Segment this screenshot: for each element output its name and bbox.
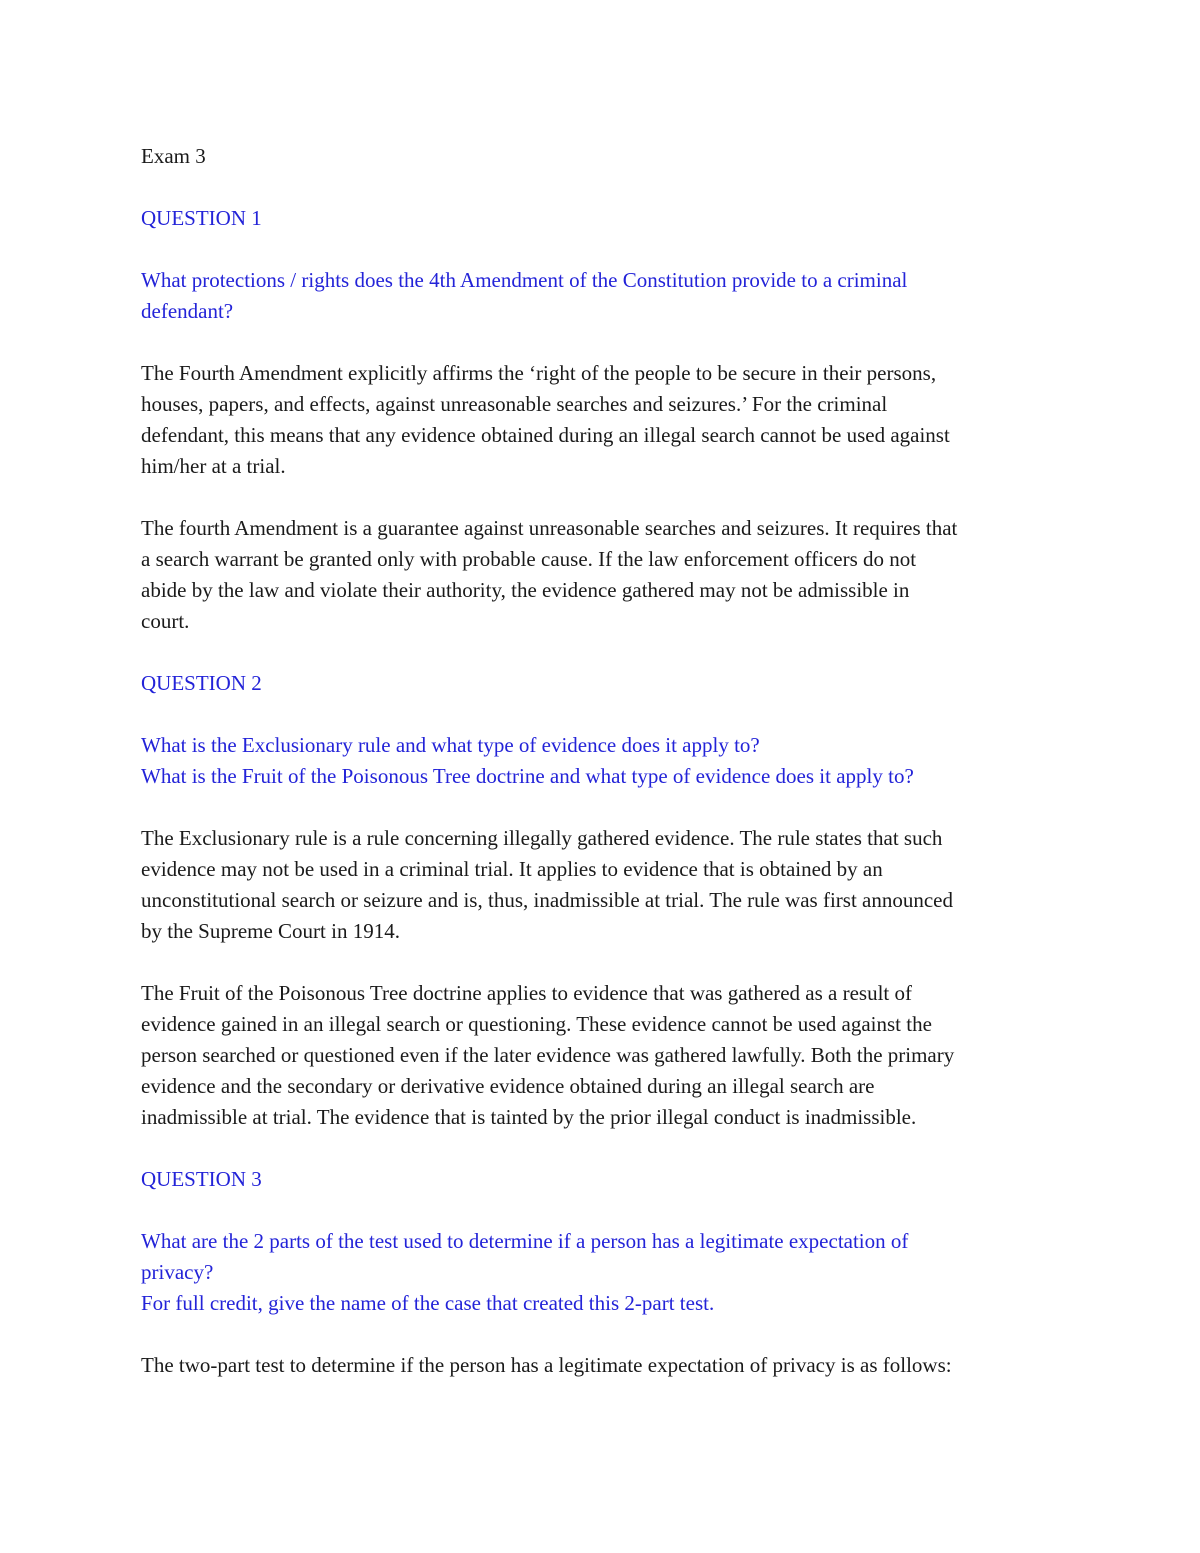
question-3-answer-paragraph-1 — [141, 1350, 1071, 1381]
answer-line: defendant, this means that any evidence obtained during an illegal search cannot be used against — [141, 423, 950, 447]
answer-line: unconstitutional search or seizure and is, thus, inadmissible at trial. The rule was first announced — [141, 888, 953, 912]
question-1-prompt-line: defendant? — [141, 299, 234, 323]
question-1-answer-paragraph-1 — [141, 358, 1071, 482]
question-2-prompt-line: What is the Exclusionary rule and what type of evidence does it apply to? — [141, 733, 760, 757]
answer-line: by the Supreme Court in 1914. — [141, 919, 400, 943]
answer-line: evidence and the secondary or derivative evidence obtained during an illegal search are — [141, 1074, 875, 1098]
answer-line: a search warrant be granted only with probable cause. If the law enforcement officers do not — [141, 547, 917, 571]
answer-line: The Exclusionary rule is a rule concerning illegally gathered evidence. The rule states that such — [141, 826, 943, 850]
question-3-prompt-line: privacy? — [141, 1260, 214, 1284]
question-3-prompt-line: For full credit, give the name of the case that created this 2-part test. — [141, 1291, 715, 1315]
answer-line: The Fruit of the Poisonous Tree doctrine applies to evidence that was gathered as a result of — [141, 981, 912, 1005]
question-2-answer-paragraph-2 — [141, 978, 1071, 1133]
question-2-answer-paragraph-1 — [141, 823, 1071, 947]
question-2-prompt-line: What is the Fruit of the Poisonous Tree doctrine and what type of evidence does it apply to? — [141, 764, 914, 788]
answer-line: The two-part test to determine if the person has a legitimate expectation of privacy is as follows: — [141, 1353, 952, 1377]
answer-line: The fourth Amendment is a guarantee against unreasonable searches and seizures. It requires that — [141, 516, 958, 540]
answer-line: evidence gained in an illegal search or questioning. These evidence cannot be used against the — [141, 1012, 932, 1036]
answer-line: evidence may not be used in a criminal trial. It applies to evidence that is obtained by an — [141, 857, 883, 881]
question-3-prompt — [141, 1226, 1071, 1319]
document-title: Exam 3 — [141, 144, 206, 168]
question-3-label: QUESTION 3 — [141, 1167, 262, 1191]
answer-line: him/her at a trial. — [141, 454, 286, 478]
answer-line: person searched or questioned even if the later evidence was gathered lawfully. Both the primary — [141, 1043, 955, 1067]
answer-line: houses, papers, and effects, against unreasonable searches and seizures.’ For the criminal — [141, 392, 888, 416]
question-3-prompt-line: What are the 2 parts of the test used to determine if a person has a legitimate expectation of — [141, 1229, 909, 1253]
answer-line: abide by the law and violate their authority, the evidence gathered may not be admissible in — [141, 578, 910, 602]
question-1-answer-paragraph-2 — [141, 513, 1071, 637]
answer-line: court. — [141, 609, 190, 633]
question-1-prompt-line: What protections / rights does the 4th Amendment of the Constitution provide to a criminal — [141, 268, 908, 292]
question-1-prompt — [141, 265, 1071, 327]
document-body — [141, 141, 1071, 1412]
answer-line: The Fourth Amendment explicitly affirms the ‘right of the people to be secure in their persons, — [141, 361, 937, 385]
question-2-prompt — [141, 730, 1071, 792]
answer-line: inadmissible at trial. The evidence that is tainted by the prior illegal conduct is inadmissible. — [141, 1105, 917, 1129]
question-1-label: QUESTION 1 — [141, 206, 262, 230]
question-2-label: QUESTION 2 — [141, 671, 262, 695]
